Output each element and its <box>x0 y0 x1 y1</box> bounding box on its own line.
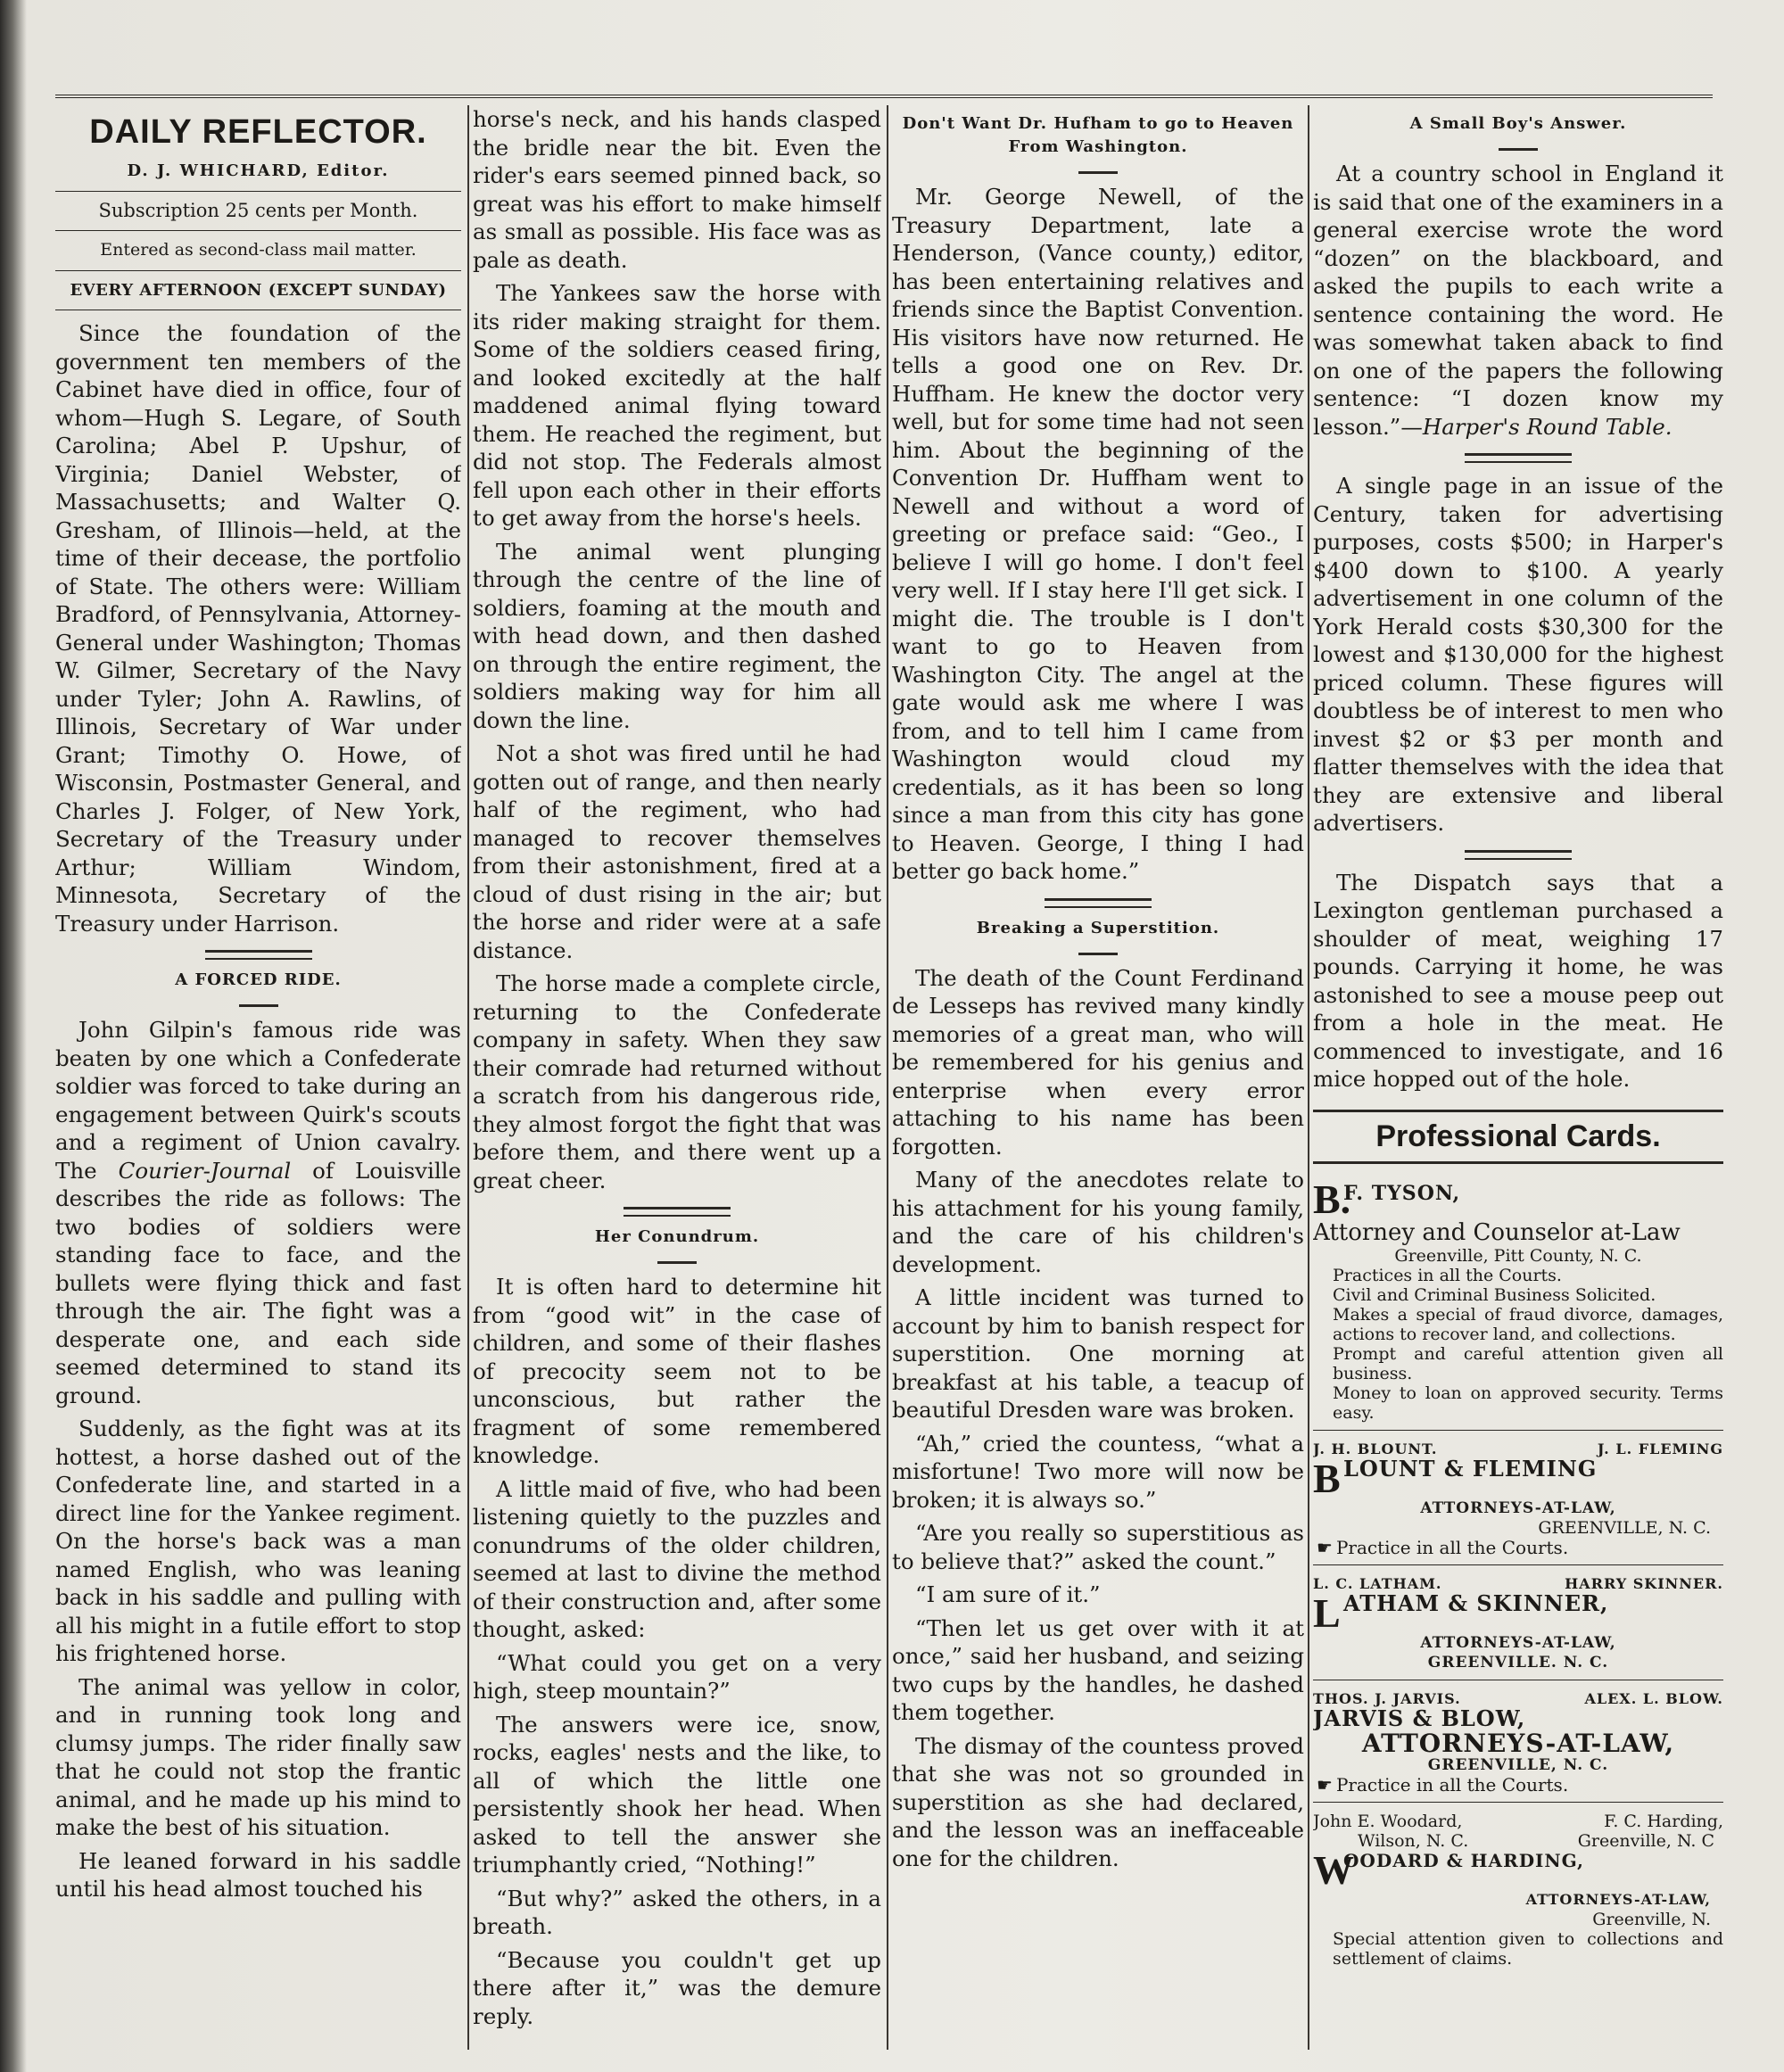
heading-dash <box>892 171 1304 174</box>
attorney-name: F. TYSON, <box>1343 1182 1461 1205</box>
heading-dash <box>892 953 1304 955</box>
card-line: Prompt and careful attention given all business. <box>1333 1344 1723 1383</box>
card-line: Money to loan on approved security. Terms easy. <box>1333 1383 1723 1423</box>
forced-ride-p7: The animal went plunging through the centre of the line of soldiers, foaming at the mouth and with head down, and then dashed on through the entire regiment, the soldiers making way for him all down the line. <box>473 538 881 733</box>
firm-practice: Practice in all the Courts. <box>1335 1774 1569 1795</box>
firm-name: JARVIS & BLOW, <box>1313 1705 1526 1731</box>
forced-ride-p1: John Gilpin's famous ride was beaten by one which a Confederate soldier was forced to take during an engagement between Quirk's scouts and a regiment of Union cavalry. The Courier-Journal of Louisville describes the ride as follows: The two bodies of soldiers were standing face to face, and the bullets were flying thick and fast through the air. The fight was a desperate one, and each side seemed determined to stand its ground. <box>55 1017 461 1408</box>
conundrum-p6: “Because you couldn't get up there after it,” was the demure reply. <box>473 1946 881 2029</box>
firm-city: GREENVILLE. N. C. <box>1427 1654 1609 1672</box>
advertising-paragraph: A single page in an issue of the Century, taken for advertising purposes, costs $500; in Harper's $400 down to $100. A yearly advertisement in one column of the York Herald costs $30,300 for the lowest and $130,000 for the highest priced column. These figures will doubtless be of interest to men who invest $2 or $3 per month and flatter themselves with the idea that they are extensive and liberal advertisers. <box>1313 473 1723 836</box>
card-line: Practices in all the Courts. <box>1333 1266 1562 1285</box>
pointing-hand-icon: ☛ <box>1317 1537 1333 1558</box>
partner-name: ALEX. L. BLOW. <box>1584 1690 1723 1707</box>
column-rule <box>887 105 888 2050</box>
column-1 <box>55 105 461 2059</box>
firm-name: ATHAM & SKINNER, <box>1343 1590 1609 1616</box>
drop-initial: W <box>1313 1847 1354 1893</box>
firm-name: OODARD & HARDING, <box>1343 1850 1584 1871</box>
partner-name: F. C. Harding, <box>1604 1812 1723 1831</box>
section-ornament <box>892 898 1304 908</box>
card-tyson <box>1313 1175 1723 1431</box>
forced-ride-p3: The animal was yellow in color, and in running took long and clumsy jumps. The rider finally saw that he could not stop the frantic animal, and he made up his mind to make the best of his situation. <box>55 1673 461 1840</box>
column-rule <box>1308 105 1309 2050</box>
section-ornament <box>1313 850 1723 860</box>
column-rule <box>467 105 469 2050</box>
masthead-title: DAILY REFLECTOR. <box>89 113 427 151</box>
superstition-p3: A little incident was turned to account by him to banish respect for superstition. One morning at breakfast at his table, a teacup of beautiful Dresden ware was broken. <box>892 1284 1304 1423</box>
top-rule <box>55 95 1713 98</box>
firm-practice: Practice in all the Courts. <box>1335 1537 1569 1558</box>
conundrum-p3: “What could you get on a very high, steep mountain?” <box>473 1649 881 1704</box>
forced-ride-p6: The Yankees saw the horse with its rider making straight for them. Some of the soldiers ceased firing, and looked excitedly at the half maddened animal flying toward them. He reached the regiment, but did not stop. The Federals almost fell upon each other in their efforts to get away from the horse's heels. <box>473 280 881 531</box>
superstition-p1: The death of the Count Ferdinand de Lesseps has revived many kindly memories of a great man, who will be remembered for his genius and enterprise when every error attaching to his name has been forgotten. <box>892 964 1304 1160</box>
forced-ride-p2: Suddenly, as the fight was at its hottest, a horse dashed out of the Confederate line, and started in a direct line for the Yankee regiment. On the horse's back was a man named English, who was leaning back in his saddle and pulling with all his might in a futile effort to stop his frightened horse. <box>55 1416 461 1666</box>
superstition-p6: “I am sure of it.” <box>915 1581 1101 1607</box>
conundrum-p2: A little maid of five, who had been listening quietly to the puzzles and conundrums of the older children, seemed at last to divine the method of their construction and, after some thought, asked: <box>473 1475 881 1642</box>
drop-initial: L <box>1313 1590 1341 1636</box>
superstition-heading: Breaking a Superstition. <box>976 918 1220 937</box>
card-woodard-harding <box>1313 1806 1723 1976</box>
forced-ride-p5: horse's neck, and his hands clasped the bridle near the bit. Even the rider's ears seemed pinned back, so great was his effort to make himself as small as possible. His face was as pale as death. <box>473 106 881 273</box>
cabinet-paragraph: Since the foundation of the government ten members of the Cabinet have died in office, four of whom—Hugh S. Legare, of South Carolina; Abel P. Upshur, of Virginia; Daniel Webster, of Massachusetts; and Walter Q. Gresham, of Illinois—held, at the time of their decease, the portfolio of State. The others were: William Bradford, of Pennsylvania, Attorney-General under Washington; Thomas W. Gilmer, Secretary of the Navy under Tyler; John A. Rawlins, of Illinois, Secretary of War under Grant; Timothy O. Howe, of Wisconsin, Postmaster General, and Charles J. Folger, of New York, Secretary of the Treasury under Arthur; William Windom, Minnesota, Secretary of the Treasury under Harrison. <box>55 320 461 937</box>
firm-att: ATTORNEYS-AT-LAW, <box>1361 1729 1675 1758</box>
pointing-hand-icon: ☛ <box>1317 1774 1333 1795</box>
source-courier-journal: Courier-Journal <box>118 1157 292 1184</box>
partner-name: L. C. LATHAM. <box>1313 1575 1442 1592</box>
conundrum-p5: “But why?” asked the others, in a breath. <box>473 1885 881 1939</box>
firm-att: ATTORNEYS-AT-LAW, <box>1420 1634 1616 1652</box>
card-line: Makes a special of fraud divorce, damages, actions to recover land, and collections. <box>1333 1305 1723 1344</box>
superstition-p2: Many of the anecdotes relate to his attachment for his young family, and the care of his children's development. <box>892 1167 1304 1277</box>
small-boy-paragraph: At a country school in England it is said that one of the examiners in a general exercise wrote the word “dozen” on the blackboard, and asked the pupils to each write a sentence containing the word. He was somewhat taken aback to find on one of the papers the following sentence: “I dozen know my lesson.”—Harper's Round Table. <box>1313 161 1723 440</box>
professional-cards-heading: Professional Cards. <box>1313 1110 1723 1165</box>
conundrum-p4: The answers were ice, snow, rocks, eagles' nests and the like, to all of which the little one persistently shook her head. When asked to tell the answer she triumphantly cried, “Nothing!” <box>473 1711 881 1878</box>
conundrum-heading: Her Conundrum. <box>594 1227 760 1246</box>
schedule-line: EVERY AFTERNOON (EXCEPT SUNDAY) <box>55 271 461 311</box>
column-2 <box>473 105 881 2059</box>
card-jarvis-blow <box>1313 1684 1723 1803</box>
forced-ride-p4: He leaned forward in his saddle until his head almost touched his <box>55 1847 461 1902</box>
card-blount-fleming <box>1313 1434 1723 1565</box>
attorney-place: Greenville, Pitt County, N. C. <box>1394 1246 1642 1266</box>
mail-matter-line: Entered as second-class mail matter. <box>55 231 461 271</box>
firm-att: ATTORNEYS-AT-LAW, <box>1420 1499 1616 1517</box>
partner-location: Wilson, N. C. <box>1358 1831 1469 1851</box>
forced-ride-heading: A FORCED RIDE. <box>175 970 342 989</box>
small-boy-heading: A Small Boy's Answer. <box>1409 114 1627 133</box>
superstition-p7: “Then let us get over with it at once,” said her husband, and seizing two cups by the handles, he dashed them together. <box>892 1614 1304 1725</box>
attorney-title: Attorney and Counselor at-Law <box>1313 1219 1681 1246</box>
section-ornament <box>1313 453 1723 463</box>
section-ornament <box>55 950 461 960</box>
card-line: Special attention given to collections and settlement of claims. <box>1333 1929 1723 1969</box>
huffham-paragraph: Mr. George Newell, of the Treasury Department, late a Henderson, (Vance county,) editor, has been entertaining relatives and friends since the Baptist Convention. His visitors have now returned. He tells a good one on Rev. Dr. Huffham. He knew the doctor very well, but for some time had not seen him. About the beginning of the Convention Dr. Huffham went to Newell and without a word of greeting or preface said: “Geo., I believe I will go home. I don't feel very well. If I stay here I'll get sick. I might die. The trouble is I don't want to go to Heaven from Washington City. The angel at the gate would ask me where I was from, and to tell him I came from Washington would cloud my credentials, as it has been so long since a man from this city has gone to Heaven. George, I thing I had better go back home.” <box>892 184 1304 884</box>
partner-location: Greenville, N. C <box>1577 1831 1714 1851</box>
huffham-heading: Don't Want Dr. Hufham to go to Heaven From Washington. <box>902 114 1294 156</box>
drop-initial: B. <box>1313 1176 1351 1222</box>
card-latham-skinner <box>1313 1569 1723 1680</box>
heading-dash <box>473 1261 881 1264</box>
firm-name: LOUNT & FLEMING <box>1343 1456 1598 1482</box>
heading-dash <box>1313 148 1723 151</box>
heading-dash <box>55 1004 461 1007</box>
dispatch-paragraph: The Dispatch says that a Lexington gentleman purchased a shoulder of meat, weighing 17 pounds. Carrying it home, he was astonished to see a mouse peep out from a hole in the meat. He commenced to investigate, and 16 mice hopped out of the hole. <box>1313 869 1723 1092</box>
column-4 <box>1313 105 1723 2059</box>
partner-name: J. L. FLEMING <box>1597 1440 1723 1457</box>
firm-city: GREENVILLE, N. C. <box>1538 1518 1711 1538</box>
forced-ride-p9: The horse made a complete circle, returning to the Confederate company in safety. When they saw their comrade had returned without a scratch from his dangerous ride, they almost forgot the fight that was before them, and there went up a great cheer. <box>473 970 881 1193</box>
superstition-p5: “Are you really so superstitious as to believe that?” asked the count.” <box>892 1520 1304 1574</box>
superstition-p8: The dismay of the countess proved that she was not so grounded in superstition as she had declared, and the lesson was an ineffaceable one for the children. <box>892 1732 1304 1871</box>
section-ornament <box>473 1207 881 1217</box>
partner-name: J. H. BLOUNT. <box>1313 1440 1438 1457</box>
source-harpers: Harper's Round Table. <box>1422 413 1672 440</box>
firm-city: Greenville, N. <box>1592 1910 1711 1929</box>
column-3 <box>892 105 1304 2059</box>
firm-att: ATTORNEYS-AT-LAW, <box>1525 1891 1711 1908</box>
card-line: Civil and Criminal Business Solicited. <box>1333 1285 1656 1305</box>
forced-ride-p8: Not a shot was fired until he had gotten out of range, and then nearly half of the regiment, who had managed to recover themselves from their astonishment, fired at a cloud of dust rising in the air; but the horse and rider were at a safe distance. <box>473 740 881 963</box>
drop-initial: B <box>1313 1456 1341 1501</box>
partner-name: THOS. J. JARVIS. <box>1313 1690 1461 1707</box>
conundrum-p1: It is often hard to determine hit from “good wit” in the case of children, and some of their flashes of precocity seem not to be unconscious, but rather the fragment of some remembered knowledge. <box>473 1274 881 1468</box>
subscription-line: Subscription 25 cents per Month. <box>55 192 461 232</box>
partner-name: John E. Woodard, <box>1313 1812 1463 1831</box>
firm-city: GREENVILLE, N. C. <box>1427 1756 1609 1774</box>
masthead-editor: D. J. WHICHARD, Editor. <box>55 155 461 192</box>
partner-name: HARRY SKINNER. <box>1565 1575 1723 1592</box>
superstition-p4: “Ah,” cried the countess, “what a misfortune! Two more will now be broken; it is always so.” <box>892 1430 1304 1513</box>
